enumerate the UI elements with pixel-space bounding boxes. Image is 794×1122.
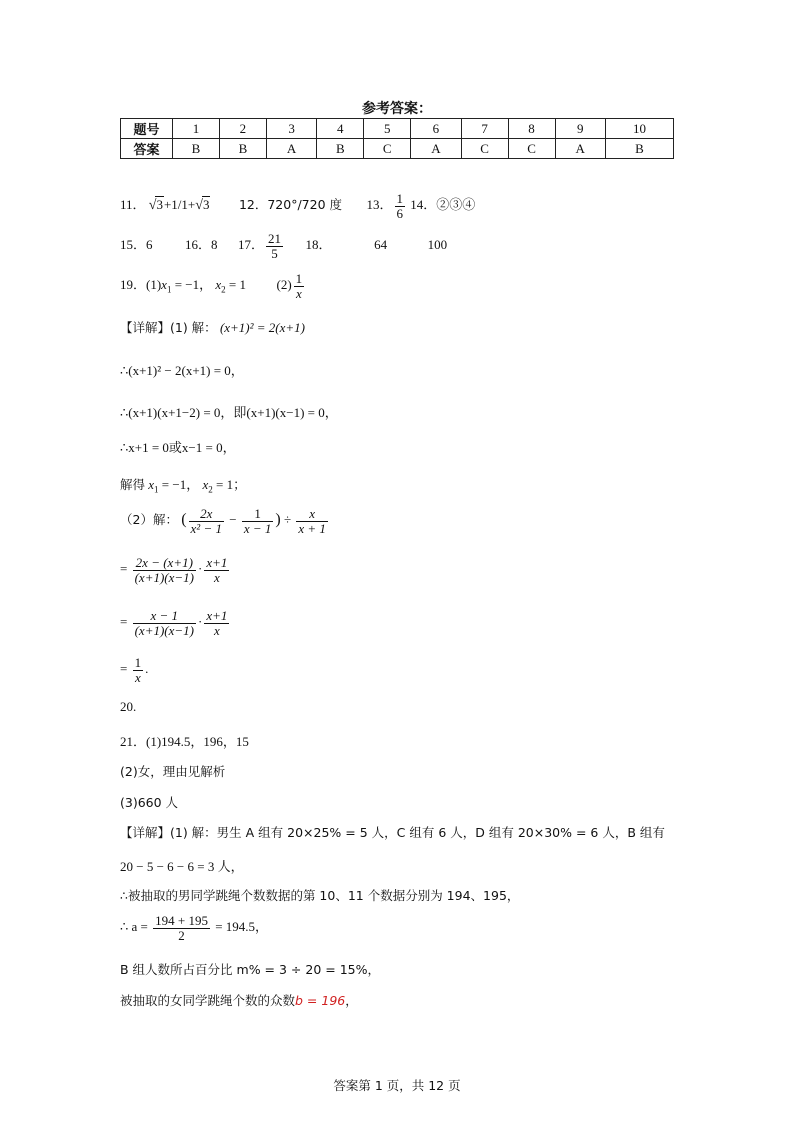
expr-frac-a — [189, 507, 224, 535]
expr-c-denominator: x + 1 — [298, 520, 326, 536]
table-cell: B — [317, 139, 364, 159]
page-footer: 答案第 1 页，共 12 页 — [333, 1078, 461, 1093]
q19-step-1: = $\frac{2x - (x+1)}{(x+1)(x-1)}$ · $\frac{x+1}{x}$ — [120, 555, 228, 585]
table-cell: C — [461, 139, 508, 159]
step2-denominator: (x+1)(x−1) — [134, 622, 194, 638]
expr-a-numerator: 2x — [200, 506, 213, 521]
q19-solve-x1: = −1， — [161, 477, 200, 492]
q13-fraction — [395, 192, 406, 220]
a-denominator: 2 — [153, 928, 210, 943]
q19-solve-prefix: 解得 — [120, 477, 146, 492]
table-header-answer: 答案 — [121, 139, 173, 159]
table-cell: A — [411, 139, 461, 159]
table-cell: A — [266, 139, 316, 159]
final-period: . — [145, 661, 149, 677]
table-cell: A — [555, 139, 605, 159]
table-cell: 2 — [219, 119, 266, 139]
q19-detail-label: 【详解】(1) 解： — [120, 320, 217, 335]
q12-answer: 12．720°/720 度 — [238, 197, 342, 213]
answer-key-title: 参考答案： — [362, 101, 432, 117]
table-cell: 4 — [317, 119, 364, 139]
table-cell: 10 — [605, 119, 673, 139]
mode-value: b = 196 — [295, 993, 346, 1008]
q19-answers: 19．$(1)x_1 = -1$， $x_2 = 1$ (2) $\frac{1}{x}$ — [120, 271, 303, 301]
q21-detail-4 — [120, 914, 268, 942]
q17-fraction — [266, 232, 283, 260]
q21-line-1: 21．(1)194.5，196，15 — [120, 734, 249, 749]
q18-value-a: 64 — [374, 237, 388, 253]
q19-final: = $\frac{1}{x}$ . — [120, 655, 149, 685]
table-cell: 5 — [364, 119, 411, 139]
q19-ans-numerator: 1 — [295, 271, 303, 286]
q19-x2: = 1 — [228, 277, 246, 293]
answers-11-14: 11． √3+1/1+√3 12．720°/720 度 13． $\frac{1}{6}$ 14．②③④ — [120, 191, 476, 221]
table-header-question: 题号 — [121, 119, 173, 139]
step1-denominator: (x+1)(x−1) — [134, 569, 194, 585]
step2-mult-numerator: x+1 — [206, 608, 228, 623]
answer-row — [121, 139, 674, 159]
q21-detail-3: ∴被抽取的男同学跳绳个数数据的第 10、11 个数据分别为 194、195， — [120, 888, 520, 903]
q19-solve-x2: = 1； — [216, 477, 247, 492]
q19-equation: (x+1)² = 2(x+1) — [219, 320, 306, 335]
q21-detail-6 — [120, 991, 358, 1009]
q11-label: 11． — [120, 197, 146, 213]
q19-detail-line-5: 解得 $x_1 = -1$， $x_2 = 1$； — [120, 477, 247, 495]
q17-label: 17． — [238, 237, 265, 253]
table-cell: 6 — [411, 119, 461, 139]
a-prefix: ∴ a = — [120, 919, 148, 935]
q19-detail-line-2: ∴(x+1)² − 2(x+1) = 0， — [120, 363, 244, 378]
expr-a-denominator: x² − 1 — [190, 520, 222, 536]
step2-mult-fraction — [204, 609, 229, 637]
question-number-row — [121, 119, 674, 139]
final-numerator: 1 — [134, 655, 142, 670]
q19-part2-label-detail: （2）解： — [120, 512, 178, 528]
final-denominator: x — [133, 670, 144, 685]
answers-15-18 — [120, 232, 447, 260]
q19-detail-line-3: ∴(x+1)(x+1−2) = 0，即(x+1)(x−1) = 0， — [120, 405, 338, 420]
a-numerator: 194 + 195 — [155, 913, 208, 928]
table-cell: 1 — [173, 119, 220, 139]
table-cell: 9 — [555, 119, 605, 139]
q14-answer: 14．②③④ — [410, 197, 476, 213]
q11-sqrt-b: 3 — [202, 197, 210, 213]
mode-prefix: 被抽取的女同学跳绳个数的众数 — [120, 993, 296, 1008]
q13-numerator: 1 — [396, 191, 404, 206]
q19-x1: = −1， — [174, 277, 213, 293]
step1-mult-fraction — [204, 556, 229, 584]
q20-label: 20. — [120, 699, 137, 714]
q13-label: 13． — [366, 197, 393, 213]
q18-value-b: 100 — [427, 237, 448, 253]
expr-b-denominator: x − 1 — [243, 520, 272, 536]
expr-frac-c — [296, 507, 328, 535]
q19-ans-denominator: x — [294, 286, 305, 301]
q16-answer: 16．8 — [185, 237, 218, 253]
table-cell: C — [364, 139, 411, 159]
step1-fraction — [133, 556, 196, 584]
step2-mult-denominator: x — [204, 623, 229, 638]
expr-frac-b — [242, 507, 274, 535]
q21-line-3: (3)660 人 — [120, 795, 179, 810]
step2-fraction — [133, 609, 196, 637]
q21-detail-1: 【详解】(1) 解：男生 A 组有 20×25% = 5 人，C 组有 6 人，D 组有 20×30% = 6 人，B 组有 — [120, 825, 665, 840]
table-cell: 7 — [461, 119, 508, 139]
q15-answer: 15．6 — [120, 237, 153, 253]
q17-numerator: 21 — [268, 231, 282, 246]
a-result: = 194.5， — [215, 919, 269, 935]
table-cell: 3 — [266, 119, 316, 139]
step1-mult-denominator: x — [204, 570, 229, 585]
expr-b-numerator: 1 — [254, 506, 261, 521]
step1-numerator: 2x − (x+1) — [135, 555, 193, 570]
q19-label: 19．(1) — [120, 277, 162, 293]
mode-suffix: ， — [345, 993, 358, 1008]
q19-step-2: = $\frac{x - 1}{(x+1)(x-1)}$ · $\frac{x+1}{x}$ — [120, 608, 228, 638]
q17-denominator: 5 — [266, 246, 283, 261]
expr-c-numerator: x — [309, 506, 315, 521]
answer-table — [120, 118, 674, 159]
q18-label: 18． — [305, 237, 332, 253]
step2-numerator: x − 1 — [150, 608, 179, 623]
table-cell: 8 — [508, 119, 555, 139]
q21-detail-2: 20 − 5 − 6 − 6 = 3 人， — [120, 859, 244, 874]
q11-sqrt-a: 3 — [156, 197, 163, 213]
q19-part2-expression: （2）解： ( $\frac{2x}{\text{x² − 1}}$ − $\frac{1}{x - 1}$ ) ÷ $\frac{x}{x + 1}$ — [120, 506, 326, 536]
q11-middle: +1/1+ — [163, 197, 196, 213]
q21-detail-5: B 组人数所占百分比 m% = 3 ÷ 20 = 15%， — [120, 962, 380, 977]
a-fraction — [153, 914, 210, 942]
q19-detail-line-4: ∴x+1 = 0或x−1 = 0， — [120, 440, 236, 455]
q19-part2-label: (2) — [276, 277, 292, 293]
q19-detail-line-1 — [120, 318, 305, 336]
q19-answer-fraction — [294, 272, 305, 300]
step1-mult-numerator: x+1 — [206, 555, 228, 570]
q21-line-2: (2)女，理由见解析 — [120, 764, 226, 779]
final-fraction — [133, 656, 144, 684]
table-cell: B — [219, 139, 266, 159]
table-cell: C — [508, 139, 555, 159]
table-cell: B — [173, 139, 220, 159]
q13-denominator: 6 — [396, 205, 404, 221]
table-cell: B — [605, 139, 673, 159]
